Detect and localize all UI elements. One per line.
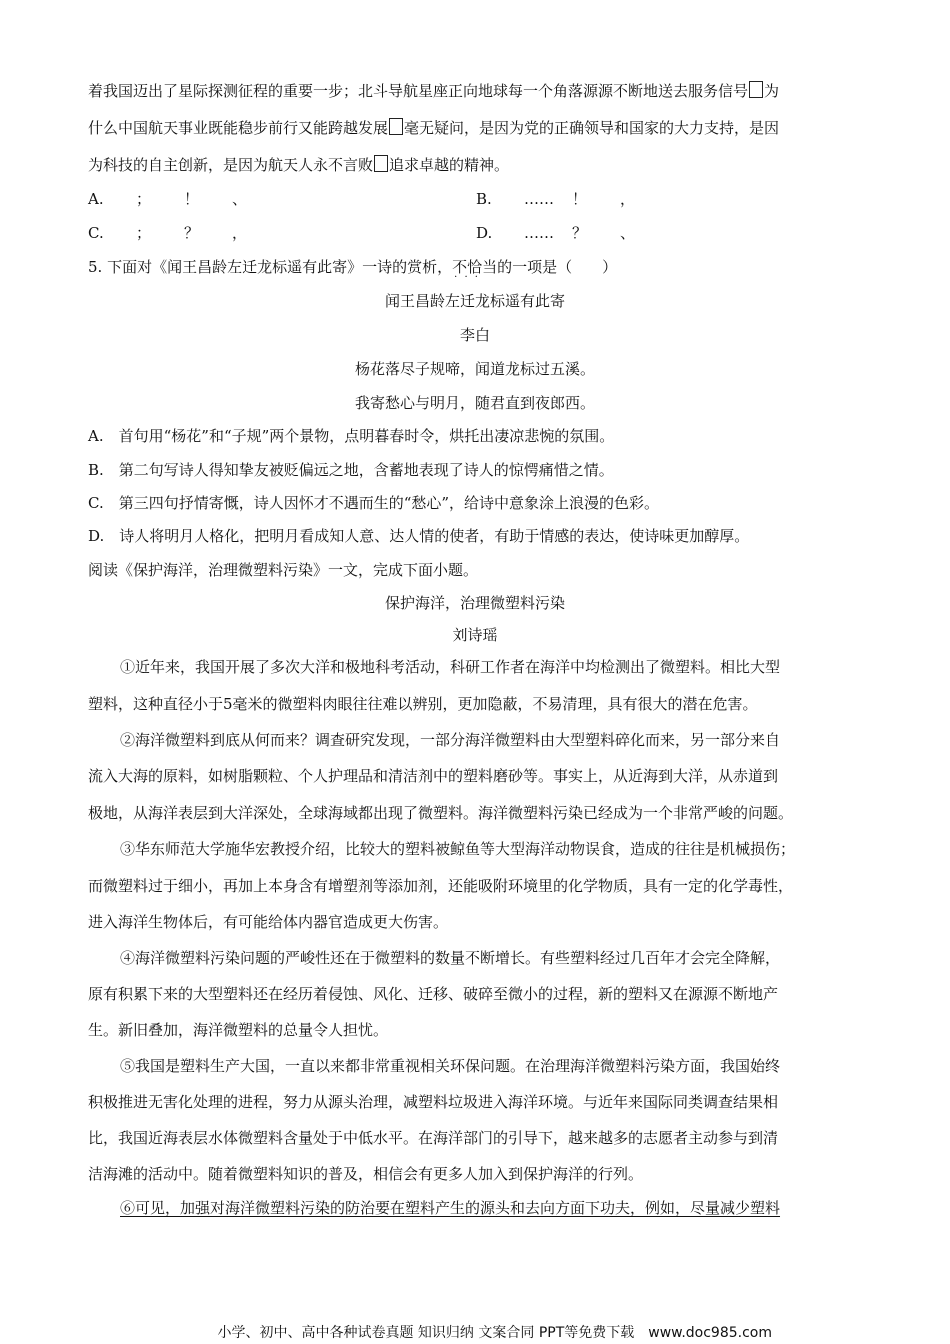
q4-option-d	[476, 222, 635, 244]
q4-option-b	[476, 188, 635, 210]
poem-title: 闻王昌龄左迁龙标遥有此寄	[384, 292, 565, 310]
q5-stem-text: 的一项是（ ）	[497, 258, 618, 276]
option-mark: ；	[136, 224, 152, 242]
q5-emphasis: 不恰当 · · ·	[452, 256, 497, 278]
paragraph-line: 塑料，这种直径小于5毫米的微塑料肉眼往往难以辨别，更加隐蔽，不易清理，具有很大的潜在危害。	[88, 695, 758, 713]
option-mark: ？	[572, 224, 588, 242]
paragraph-line: 比，我国近海表层水体微塑料含量处于中低水平。在海洋部门的引导下，越来越多的志愿者主动参与到清	[88, 1129, 779, 1147]
paragraph-line: 洁海滩的活动中。随着微塑料知识的普及，相信会有更多人加入到保护海洋的行列。	[88, 1165, 644, 1183]
q5-stem	[88, 256, 868, 278]
blank-box	[389, 118, 403, 135]
option-label: B.	[476, 190, 492, 208]
paragraph-line: 原有积累下来的大型塑料还在经历着侵蚀、风化、迁移、破碎至微小的过程，新的塑料又在源源不断地产	[88, 985, 779, 1003]
poem-author: 李白	[459, 326, 490, 344]
q4-text: 什么中国航天事业既能稳步前行又能跨越发展	[88, 119, 389, 137]
option-mark: ？	[184, 224, 200, 242]
option-mark: 、	[232, 190, 248, 208]
option-label: A.	[88, 190, 104, 208]
option-mark: 、	[620, 224, 636, 242]
poem-line: 杨花落尽子规啼，闻道龙标过五溪。	[354, 360, 595, 378]
q4-text: 毫无疑问，是因为党的正确领导和国家的大力支持，是因	[404, 119, 780, 137]
option-label: C.	[88, 224, 104, 242]
paragraph-line: ③华东师范大学施华宏教授介绍，比较大的塑料被鲸鱼等大型海洋动物误食，造成的往往是机械损伤；	[120, 840, 796, 858]
q4-text: 着我国迈出了星际探测征程的重要一步；北斗导航星座正向地球每一个角落源源不断地送去服务信号	[88, 82, 749, 100]
article-title: 保护海洋，治理微塑料污染	[384, 594, 565, 612]
paragraph-line: ①近年来，我国开展了多次大洋和极地科考活动，科研工作者在海洋中均检测出了微塑料。相比大型	[120, 658, 781, 676]
q4-option-c	[88, 222, 247, 244]
option-mark: ……	[524, 190, 554, 208]
paragraph-line: ④海洋微塑料污染问题的严峻性还在于微塑料的数量不断增长。有些塑料经过几百年才会完全降解，	[120, 949, 781, 967]
footer-watermark: 小学、初中、高中各种试卷真题 知识归纳 文案合同 PPT等免费下载 www.doc985.com	[217, 1325, 772, 1341]
q4-passage-line-2	[88, 117, 868, 139]
paragraph-line: 进入海洋生物体后，有可能给体内器官造成更大伤害。	[88, 913, 449, 931]
option-label: D.	[476, 224, 493, 242]
paragraph-line: 生。新旧叠加，海洋微塑料的总量令人担忧。	[88, 1021, 389, 1039]
option-mark: ，	[232, 224, 248, 242]
article-author: 刘诗瑶	[452, 626, 498, 644]
q4-text: 为	[764, 82, 780, 100]
reading-intro: 阅读《保护海洋，治理微塑料污染》一文，完成下面小题。	[88, 561, 479, 579]
q5-option-a: A. 首句用“杨花”和“子规”两个景物，点明暮春时令，烘托出凄凉悲惋的氛围。	[88, 427, 615, 445]
option-mark: ……	[524, 224, 554, 242]
option-mark: ！	[184, 190, 200, 208]
paragraph-line: ⑤我国是塑料生产大国，一直以来都非常重视相关环保问题。在治理海洋微塑料污染方面，我国始终	[120, 1057, 781, 1075]
q5-stem-text: 5. 下面对《闻王昌龄左迁龙标遥有此寄》一诗的赏析，	[88, 258, 453, 276]
paragraph-line: 而微塑料过于细小，再加上本身含有增塑剂等添加剂，还能吸附环境里的化学物质，具有一定的化学毒性，	[88, 877, 794, 895]
poem-line: 我寄愁心与明月，随君直到夜郎西。	[354, 394, 595, 412]
paragraph-line: 流入大海的原料，如树脂颗粒、个人护理品和清洁剂中的塑料磨砂等。事实上，从近海到大洋，从赤道到	[88, 767, 779, 785]
paragraph-line: 积极推进无害化处理的进程，努力从源头治理，减塑料垃圾进入海洋环境。与近年来国际同类调查结果相	[88, 1093, 779, 1111]
q4-passage-line-1	[88, 80, 868, 102]
q5-option-c: C. 第三四句抒情寄慨，诗人因怀才不遇而生的“愁心”，给诗中意象涂上浪漫的色彩。	[88, 494, 660, 512]
paragraph-line: 极地，从海洋表层到大洋深处，全球海域都出现了微塑料。海洋微塑料污染已经成为一个非常严峻的问题。	[88, 804, 794, 822]
q4-text: 追求卓越的精神。	[389, 156, 510, 174]
paragraph-line: ②海洋微塑料到底从何而来？调查研究发现，一部分海洋微塑料由大型塑料碎化而来，另一部分来自	[120, 731, 781, 749]
blank-box	[374, 155, 388, 172]
q4-text: 为科技的自主创新，是因为航天人永不言败	[88, 156, 374, 174]
q4-option-a	[88, 188, 247, 210]
q5-option-d: D. 诗人将明月人格化，把明月看成知人意、达人情的使者，有助于情感的表达，使诗味更加醇厚。	[88, 527, 750, 545]
option-mark: ，	[620, 190, 636, 208]
underlined-paragraph-line: ⑥可见，加强对海洋微塑料污染的防治要在塑料产生的源头和去向方面下功夫，例如，尽量减少塑料	[120, 1199, 781, 1217]
option-mark: ；	[136, 190, 152, 208]
q5-option-b: B. 第二句写诗人得知挚友被贬偏远之地，含蓄地表现了诗人的惊愕痛惜之情。	[88, 461, 614, 479]
blank-box	[749, 81, 763, 98]
q4-passage-line-3	[88, 154, 868, 176]
option-mark: ！	[572, 190, 588, 208]
